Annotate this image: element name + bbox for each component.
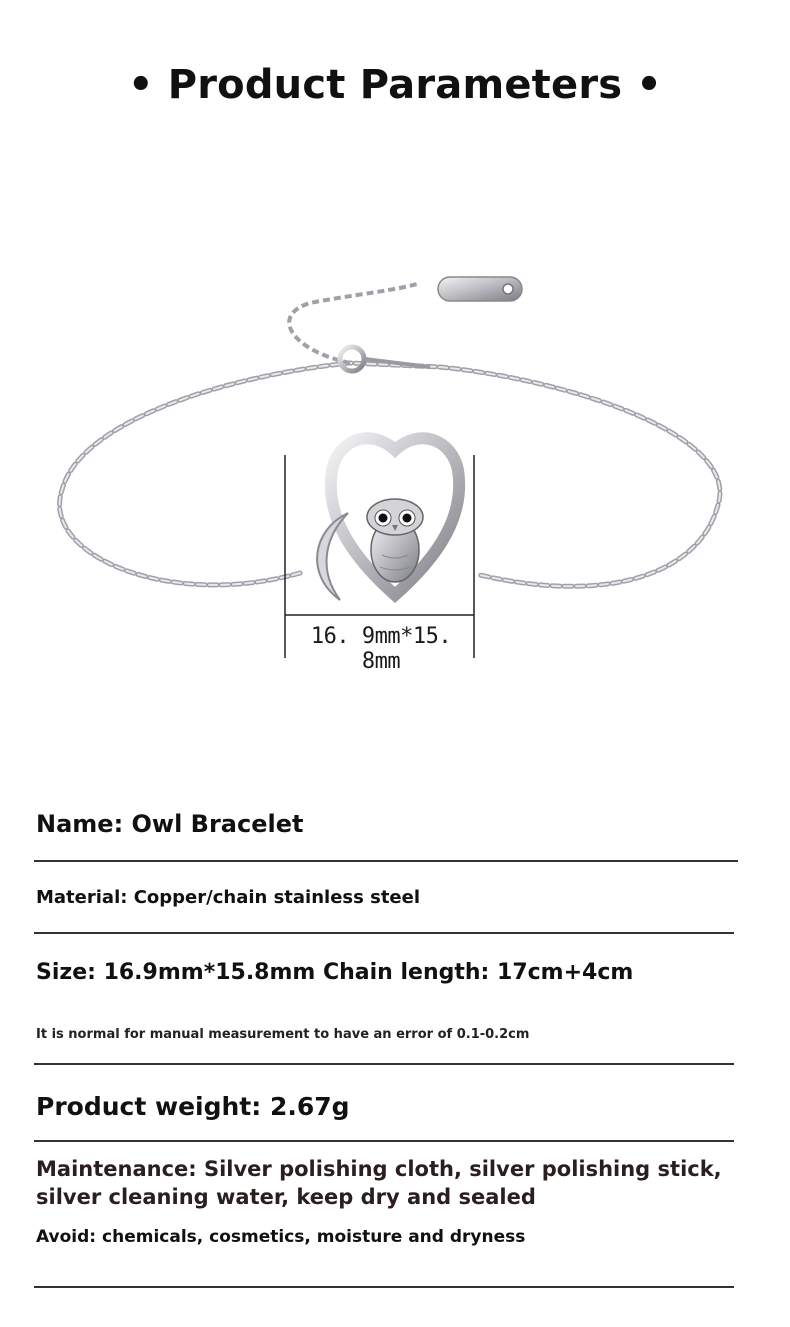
divider <box>34 1286 734 1288</box>
divider <box>34 860 738 862</box>
param-size: Size: 16.9mm*15.8mm Chain length: 17cm+4cm <box>36 960 634 985</box>
divider <box>34 1063 734 1065</box>
title-text: Product Parameters <box>167 62 623 108</box>
param-weight: Product weight: 2.67g <box>36 1092 350 1121</box>
page-title <box>0 62 790 108</box>
owl-charm <box>367 499 423 582</box>
title-bullet-right: • <box>636 62 663 108</box>
extender-chain <box>289 283 420 363</box>
param-measurement-note: It is normal for manual measurement to have an error of 0.1-0.2cm <box>36 1027 530 1042</box>
param-maintenance: Maintenance: Silver polishing cloth, silver polishing stick, silver cleaning water, keep dry and sealed <box>36 1157 722 1209</box>
clasp-ring <box>340 347 364 371</box>
divider <box>34 932 734 934</box>
title-bullet-left: • <box>127 62 154 108</box>
owl-heart-bracelet-image <box>50 255 740 675</box>
param-name: Name: Owl Bracelet <box>36 810 304 838</box>
divider <box>34 1140 734 1142</box>
dimension-label: 16. 9mm*15. 8mm <box>310 624 452 674</box>
param-avoid: Avoid: chemicals, cosmetics, moisture and dryness <box>36 1227 526 1247</box>
param-material: Material: Copper/chain stainless steel <box>36 887 421 908</box>
